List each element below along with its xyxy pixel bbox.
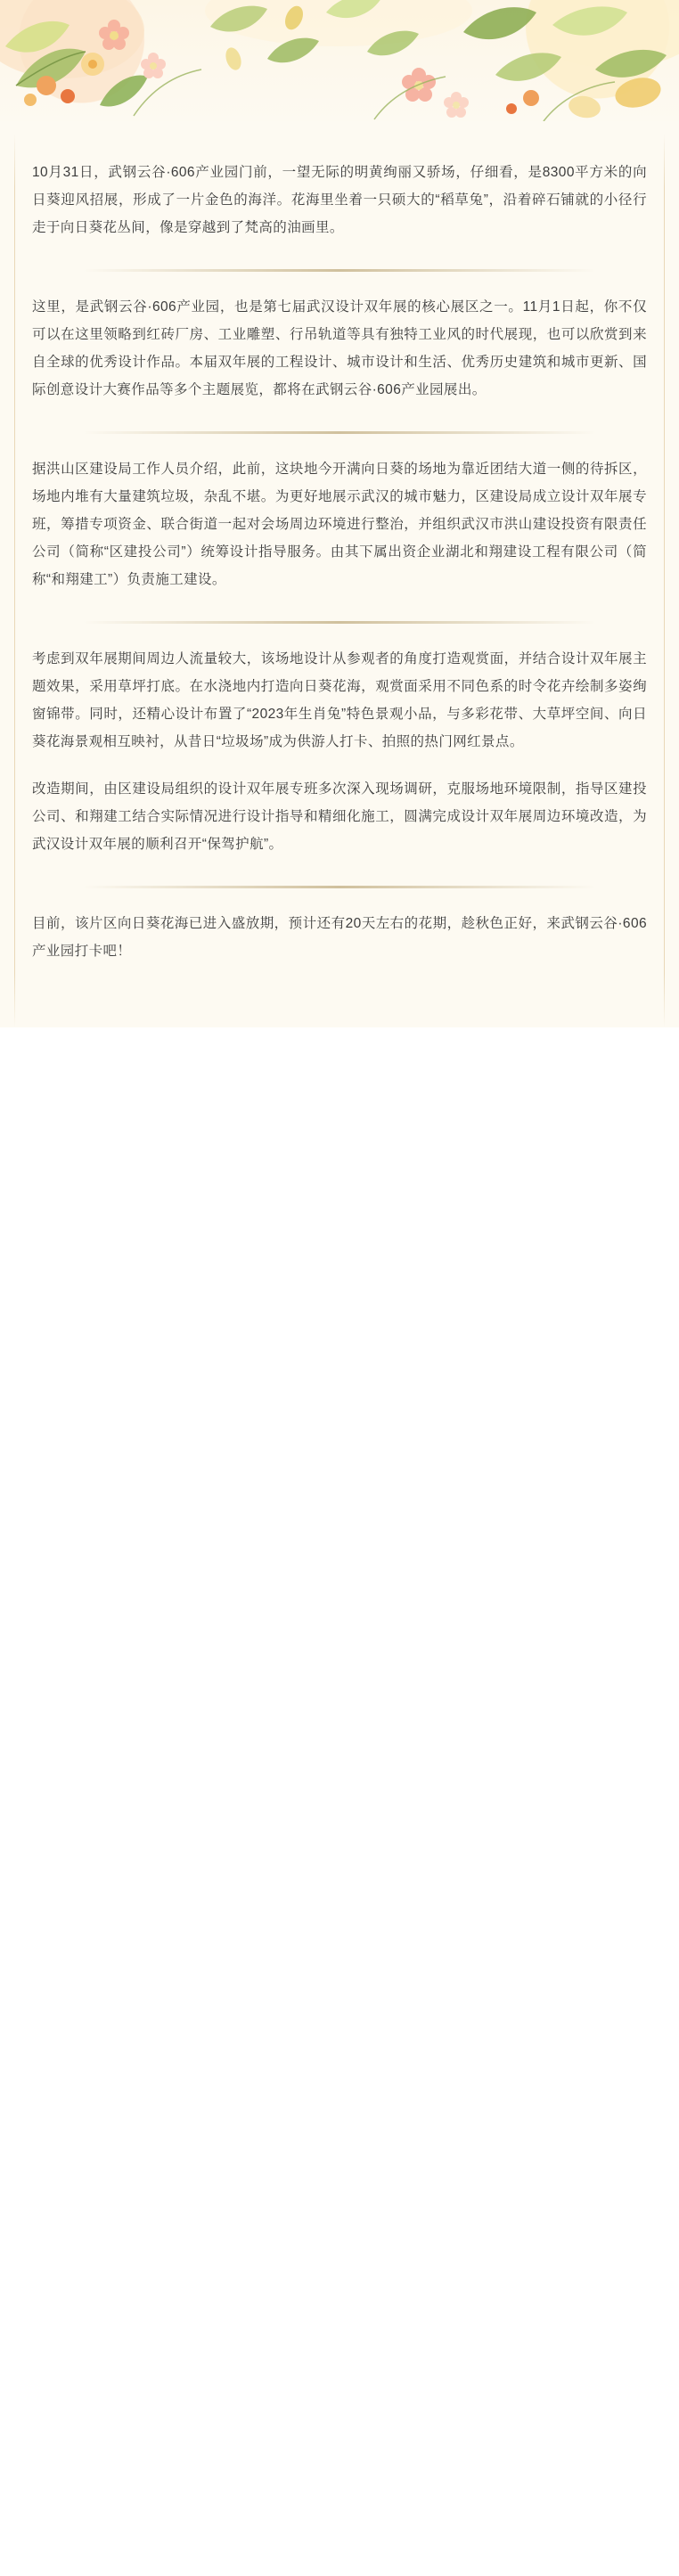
flower-cluster-right [402,68,469,118]
floral-illustration [0,0,679,134]
paragraph-2: 这里，是武钢云谷·606产业园，也是第七届武汉设计双年展的核心展区之一。11月1日起，你不仅可以在这里领略到红砖厂房、工业雕塑、行吊轨道等具有独特工业风的时代展现，也可以欣赏到来自全球的优秀设计作品。本届双年展的工程设计、城市设计和生活、优秀历史建筑和城市更新、国际创意设计大赛作品等多个主题展览，都将在武钢云谷·606产业园展出。 [32,299,647,397]
article-page [0,0,679,1027]
paragraph-3: 据洪山区建设局工作人员介绍，此前，这块地今开满向日葵的场地为靠近团结大道一侧的待拆区，场地内堆有大量建筑垃圾，杂乱不堪。为更好地展示武汉的城市魅力，区建设局成立设计双年展专班，筹措专项资金、联合街道一起对会场周边环境进行整治，并组织武汉市洪山建设投资有限责任公司（简称“区建投公司”）统筹设计指导服务。由其下属出资企业湖北和翔建设工程有限公司（简称“和翔建工”）负责施工建设。 [32,462,647,587]
photo-underline [83,269,596,272]
photo-underline [83,886,596,888]
paragraph-5: 改造期间，由区建设局组织的设计双年展专班多次深入现场调研，克服场地环境限制，指导区建投公司、和翔建工结合实际情况进行设计指导和精细化施工，圆满完成设计双年展周边环境改造，为武汉设计双年展的顺利召开“保驾护航”。 [32,781,647,852]
article-content [0,134,679,1027]
footer-spacer [25,985,654,992]
paragraph-6: 目前，该片区向日葵花海已进入盛放期，预计还有20天左右的花期，趁秋色正好，来武钢云谷·606产业园打卡吧！ [32,916,647,959]
photo-sunflower-field-close-up [41,615,638,624]
photo-straw-rabbit-in-sunflower-field [41,263,638,272]
paragraph-4: 考虑到双年展期间周边人流量较大，该场地设计从参观者的角度打造观赏面，并结合设计双年展主题效果，采用草坪打底。在水浇地内打造向日葵花海，观赏面采用不同色系的时令花卉绘制多姿绚窗锦带。同时，还精心设计布置了“2023年生肖兔”特色景观小品，与多彩花带、大草坪空间、向日葵花海景观相互映衬，从昔日“垃圾场”成为供游人打卡、拍照的热门网红景点。 [32,651,647,749]
stem-strokes [134,70,615,121]
decorative-floral-header [0,0,679,134]
photo-underline [83,431,596,434]
photo-underline [83,621,596,624]
photo-aerial-view-of-industrial-park [41,425,638,434]
photo-single-sunflower-with-bee [41,879,638,888]
paragraph-1: 10月31日，武钢云谷·606产业园门前，一望无际的明黄绚丽又骄场，仔细看，是8300平方米的向日葵迎风招展，形成了一片金色的海洋。花海里坐着一只硕大的“稻草兔”，沿着碎石铺就的小径行走于向日葵花丛间，像是穿越到了梵高的油画里。 [32,165,647,235]
